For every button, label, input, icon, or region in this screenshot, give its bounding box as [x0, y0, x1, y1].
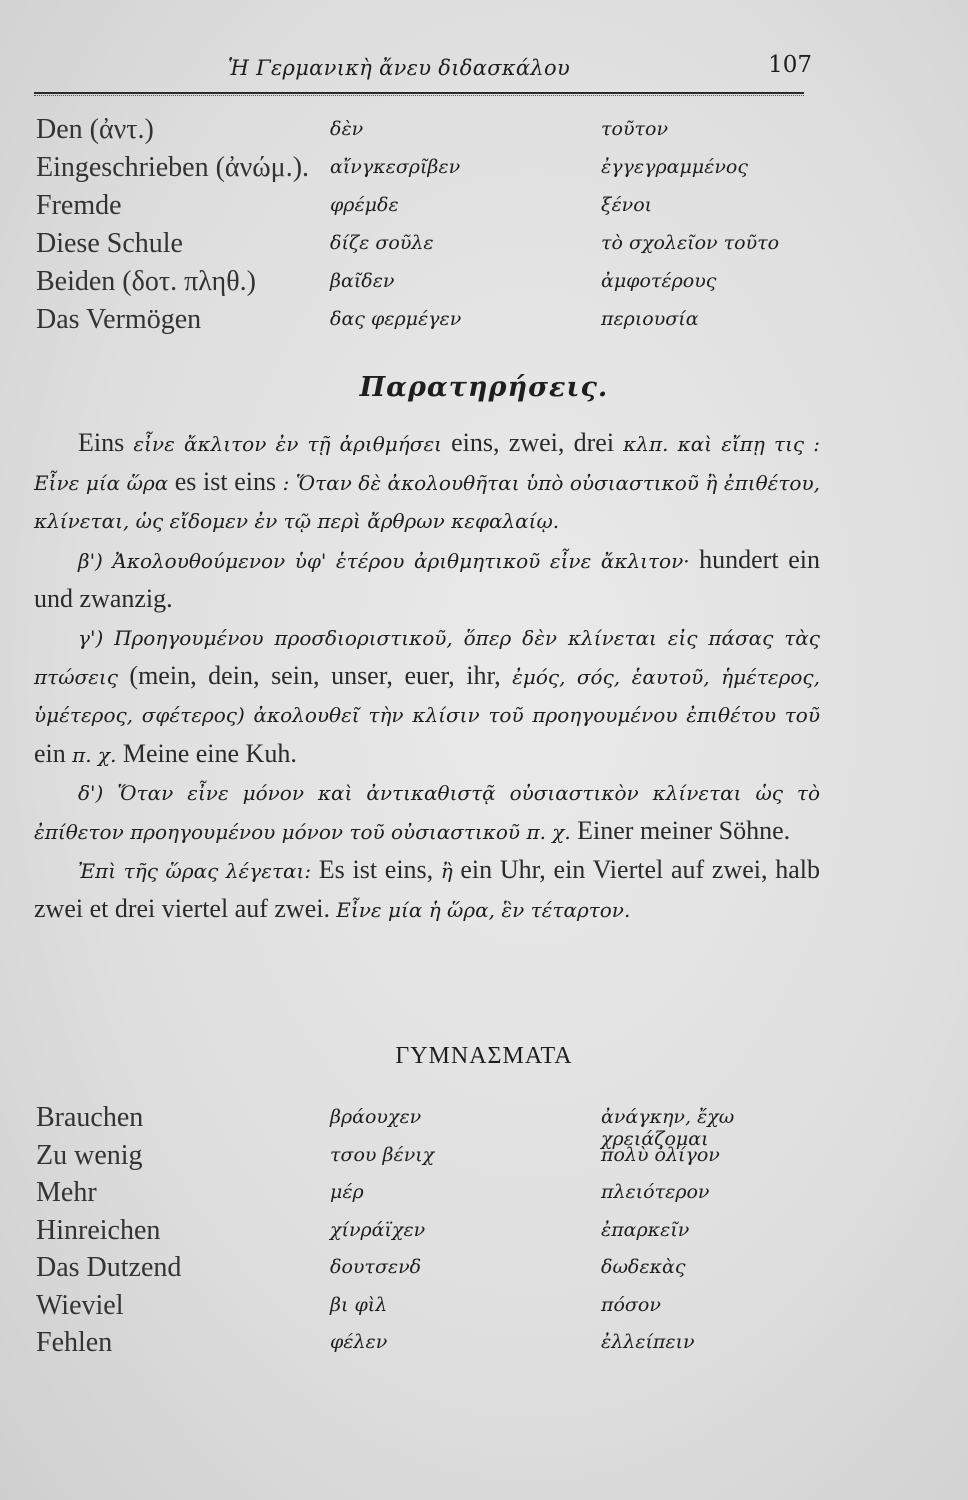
vocab-row — [36, 1215, 836, 1253]
pronunciation: φέλεν — [330, 1331, 388, 1353]
german-text: es ist eins — [174, 467, 277, 497]
greek-translation: πόσον — [601, 1293, 661, 1316]
greek-text: κλπ. καὶ εἴπῃ τις : Εἶνε μία ὥρα — [34, 432, 820, 496]
greek-text: Ἐπὶ τῆς ὥρας λέγεται: — [78, 859, 319, 884]
note-paragraph-1 — [34, 424, 820, 541]
pronunciation: βαῖδεν — [330, 270, 395, 292]
pronunciation: αἴνγκεσρῖβεν — [330, 156, 461, 178]
header-rule-wavy — [34, 95, 804, 96]
vocab-row — [36, 1102, 836, 1150]
greek-translation: πλειότερον — [601, 1181, 710, 1203]
german-text: ein Uhr, ein Viertel auf zwei, halb zwei et drei viertel auf zwei. — [34, 855, 820, 924]
greek-text: ἢ — [433, 859, 461, 884]
german-word: Fremde — [36, 190, 122, 221]
vocab-row — [36, 152, 836, 190]
pronunciation: δουτσενδ — [330, 1256, 422, 1278]
greek-translation: ἀμφοτέρους — [601, 270, 717, 292]
pronunciation: χίνράϊχεν — [330, 1218, 426, 1241]
pronunciation: δίζε σοῦλε — [330, 232, 434, 254]
german-text: (mein, dein, sein, unser, euer, ihr, — [129, 661, 501, 691]
german-word: Hinreichen — [36, 1214, 161, 1246]
german-text: eins, zwei, drei — [451, 428, 615, 457]
greek-translation: ἐλλείπειν — [601, 1331, 695, 1353]
greek-text: γ') Προηγουμένου προσδιοριστικοῦ, ὅπερ δὲν κλίνεται εἰς πάσας τὰς πτώσεις — [34, 626, 820, 690]
vocab-row — [36, 1177, 836, 1215]
german-word: Das Dutzend — [36, 1252, 182, 1283]
exercises-title: ΓΥΜΝΑΣΜΑΤΑ — [395, 1043, 573, 1069]
notes-body — [34, 424, 820, 930]
page-number: 107 — [768, 52, 812, 78]
vocab-row — [36, 266, 836, 304]
vocab-row — [36, 228, 836, 266]
greek-translation: περιουσία — [601, 308, 699, 330]
greek-translation: τὸ σχολεῖον τοῦτο — [601, 232, 780, 254]
greek-text: δ') Ὅταν εἶνε μόνον καὶ ἀντικαθιστᾷ οὐσιαστικὸν κλίνεται ὡς τὸ ἐπίθετον προηγουμένου μόνον τοῦ οὐσιαστικοῦ π. χ. — [34, 780, 820, 845]
vocab-row — [36, 304, 836, 342]
running-header — [228, 52, 818, 86]
german-word: Wieviel — [36, 1289, 124, 1321]
german-text: Einer meiner Söhne. — [577, 816, 791, 846]
vocab-row — [36, 1290, 836, 1328]
vocab-row — [36, 1140, 836, 1178]
note-paragraph-4 — [34, 774, 820, 851]
greek-text: Εἶνε μία ἡ ὥρα, ἓν τέταρτον. — [329, 898, 631, 923]
german-text: Meine eine Kuh. — [122, 738, 297, 768]
greek-text: ἐμός, σός, ἑαυτοῦ, ἡμέτερος, ὑμέτερος, σφέτερος) ἀκολουθεῖ τὴν κλίσιν τοῦ προηγουμένου ἐπιθέτου τοῦ — [34, 665, 820, 728]
vocab-row — [36, 1327, 836, 1365]
german-word: Diese Schule — [36, 228, 183, 259]
greek-text: π. χ. — [65, 742, 123, 767]
german-text: Eins — [78, 428, 125, 457]
header-rule — [34, 92, 804, 94]
german-word: Fehlen — [36, 1327, 113, 1358]
greek-translation: δωδεκὰς — [601, 1256, 686, 1278]
section-title: Παρατηρήσεις. — [359, 372, 609, 403]
greek-text: εἶνε ἄκλιτον ἐν τῇ ἀριθμήσει — [124, 432, 452, 456]
pronunciation: τσου βένιχ — [330, 1143, 435, 1166]
greek-translation: ἐγγεγραμμένος — [601, 156, 748, 178]
greek-translation: ἀνάγκην, ἔχω χρειάζομαι — [601, 1106, 735, 1150]
german-text: hundert ein und zwanzig. — [34, 544, 821, 613]
greek-translation: ἐπαρκεῖν — [601, 1218, 690, 1241]
greek-text: β') Ἀκολουθούμενον ὑφ' ἑτέρου ἀριθμητικοῦ εἶνε ἄκλιτον· — [78, 548, 700, 573]
running-title: Ἡ Γερμανικὴ ἄνευ διδασκάλου — [228, 56, 571, 80]
greek-translation: τοῦτον — [601, 118, 669, 140]
pronunciation: δας φερμέγεν — [330, 308, 462, 330]
german-word: Zu wenig — [36, 1139, 143, 1171]
vocabulary-list-2 — [36, 1102, 836, 1365]
vocab-row — [36, 114, 836, 152]
pronunciation: βι φὶλ — [330, 1293, 388, 1316]
german-word: Brauchen — [36, 1102, 144, 1133]
greek-translation: ξένοι — [601, 194, 653, 216]
german-word: Eingeschrieben (ἀνώμ.). — [36, 152, 310, 183]
german-word: Den (ἀντ.) — [36, 114, 154, 145]
german-text: ein — [34, 738, 66, 768]
note-paragraph-3 — [34, 619, 820, 774]
note-paragraph-5 — [34, 851, 820, 929]
pronunciation: δὲν — [330, 118, 364, 140]
german-word: Mehr — [36, 1177, 97, 1208]
vocab-row — [36, 190, 836, 228]
vocab-row — [36, 1252, 836, 1290]
pronunciation: μέρ — [330, 1181, 364, 1203]
greek-text: : Ὅταν δὲ ἀκολουθῆται ὑπὸ οὐσιαστικοῦ ἢ ἐπιθέτου, κλίνεται, ὡς εἴδομεν ἐν τῷ περὶ ἄρθρων κεφαλαίῳ. — [34, 471, 820, 534]
pronunciation: φρέμδε — [330, 194, 399, 216]
vocabulary-list-1 — [36, 114, 836, 342]
german-word: Das Vermögen — [36, 304, 202, 335]
german-word: Beiden (δοτ. πληθ.) — [36, 266, 256, 297]
pronunciation: βράουχεν — [330, 1106, 422, 1128]
note-paragraph-2 — [34, 541, 820, 619]
greek-translation: πολὺ ὀλίγον — [601, 1143, 720, 1166]
german-text: Es ist eins, — [318, 855, 434, 885]
